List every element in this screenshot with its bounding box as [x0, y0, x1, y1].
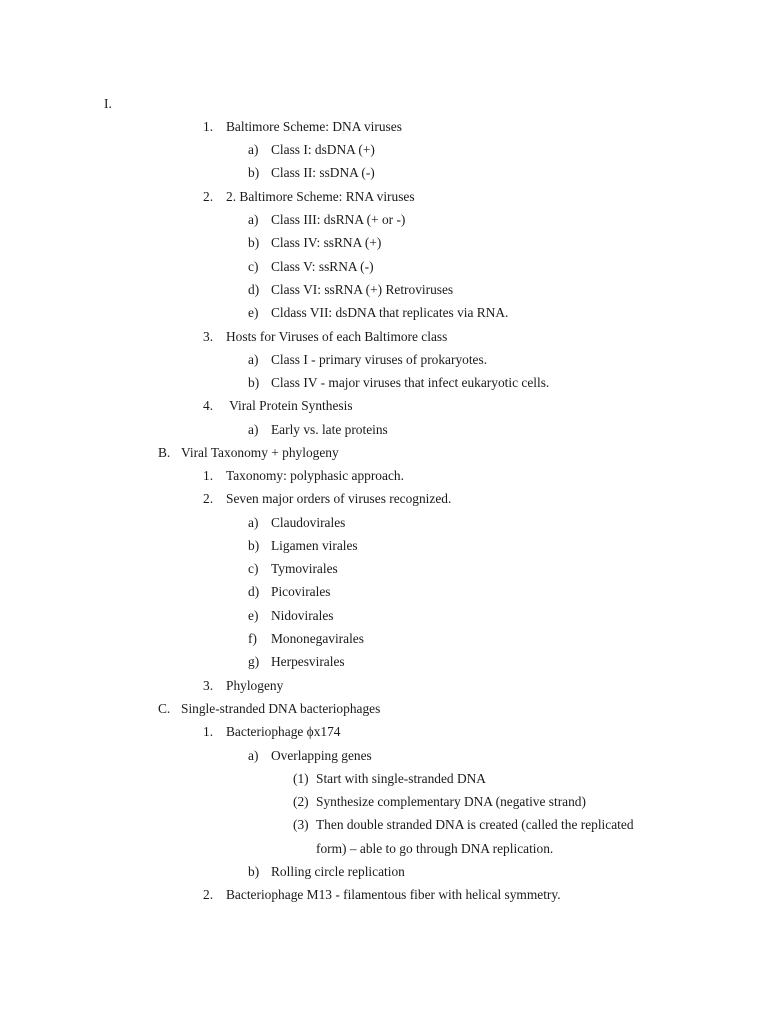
outline-item: [0, 301, 768, 324]
outline-item: [0, 557, 768, 580]
list-marker: d): [248, 282, 260, 297]
list-item-text: Start with single-stranded DNA: [316, 771, 486, 786]
list-item-text: Early vs. late proteins: [271, 422, 388, 437]
list-marker: c): [248, 561, 259, 576]
list-item-text: Hosts for Viruses of each Baltimore class: [226, 329, 448, 344]
list-marker: b): [248, 538, 260, 553]
list-item-text: Class IV: ssRNA (+): [271, 235, 382, 250]
list-item-text: Picovirales: [271, 584, 331, 599]
list-marker: 4.: [203, 398, 214, 413]
list-marker: I.: [104, 96, 112, 111]
list-item-text: Overlapping genes: [271, 748, 372, 763]
list-marker: c): [248, 259, 259, 274]
outline-item: [0, 348, 768, 371]
list-item-text: Class III: dsRNA (+ or -): [271, 212, 406, 227]
list-item-text: Herpesvirales: [271, 654, 345, 669]
list-item-text: 2. Baltimore Scheme: RNA viruses: [226, 189, 415, 204]
outline-item: [0, 860, 768, 883]
list-item-text: Bacteriophage M13 - filamentous fiber with helical symmetry.: [226, 887, 561, 902]
outline-item: [0, 487, 768, 510]
outline-item: [0, 394, 768, 417]
outline-item-roman-i: [0, 92, 768, 115]
list-marker: a): [248, 515, 259, 530]
outline-item: [0, 278, 768, 301]
list-marker: 2.: [203, 887, 214, 902]
list-marker: b): [248, 165, 260, 180]
outline-item: [0, 720, 768, 743]
outline-item: [0, 161, 768, 184]
list-item-text: Cldass VII: dsDNA that replicates via RNA.: [271, 305, 509, 320]
list-item-text: Bacteriophage ϕx174: [226, 724, 341, 739]
outline-item: [0, 744, 768, 767]
list-item-text: Tymovirales: [271, 561, 338, 576]
outline-item-section-b: [0, 441, 768, 464]
list-marker: 3.: [203, 678, 214, 693]
list-marker: a): [248, 748, 259, 763]
list-marker: b): [248, 864, 260, 879]
outline-item: [0, 883, 768, 906]
outline-item: [0, 138, 768, 161]
list-item-text: Rolling circle replication: [271, 864, 405, 879]
outline-item: [0, 371, 768, 394]
list-item-text: Class I - primary viruses of prokaryotes.: [271, 352, 488, 367]
outline-item-section-c: [0, 697, 768, 720]
list-item-text: Class V: ssRNA (-): [271, 259, 374, 274]
outline-item: [0, 534, 768, 557]
list-item-text: Viral Taxonomy + phylogeny: [181, 445, 339, 460]
list-marker: g): [248, 654, 260, 669]
outline-item: [0, 255, 768, 278]
outline-item: [0, 115, 768, 138]
list-item-text: Mononegavirales: [271, 631, 364, 646]
list-item-text: Phylogeny: [226, 678, 284, 693]
list-item-text: Nidovirales: [271, 608, 334, 623]
list-marker: B.: [158, 445, 171, 460]
list-marker: 1.: [203, 468, 214, 483]
list-item-text: Taxonomy: polyphasic approach.: [226, 468, 404, 483]
outline-item: [0, 790, 768, 813]
list-marker: 3.: [203, 329, 214, 344]
outline-item: [0, 231, 768, 254]
outline-item: [0, 813, 768, 836]
list-marker: 1.: [203, 724, 214, 739]
list-marker: 2.: [203, 491, 214, 506]
outline-item: [0, 627, 768, 650]
list-marker: e): [248, 608, 259, 623]
list-item-text: Single-stranded DNA bacteriophages: [181, 701, 381, 716]
list-marker: b): [248, 375, 260, 390]
outline-item: [0, 208, 768, 231]
outline-item: [0, 464, 768, 487]
list-marker: a): [248, 422, 259, 437]
list-marker: 1.: [203, 119, 214, 134]
list-marker: e): [248, 305, 259, 320]
outline-item: [0, 185, 768, 208]
list-item-text: Synthesize complementary DNA (negative strand): [316, 794, 586, 809]
outline-item: [0, 325, 768, 348]
outline-item: [0, 650, 768, 673]
list-item-text: Baltimore Scheme: DNA viruses: [226, 119, 402, 134]
list-item-text: Class IV - major viruses that infect eukaryotic cells.: [271, 375, 550, 390]
outline-item: [0, 511, 768, 534]
list-item-text: form) – able to go through DNA replication.: [316, 841, 554, 856]
list-marker: a): [248, 352, 259, 367]
list-item-text: Claudovirales: [271, 515, 346, 530]
list-item-text: Class VI: ssRNA (+) Retroviruses: [271, 282, 454, 297]
list-marker: f): [248, 631, 257, 646]
list-item-text: Then double stranded DNA is created (called the replicated: [316, 817, 634, 832]
list-item-text: Ligamen virales: [271, 538, 358, 553]
list-marker: (1): [293, 771, 309, 786]
list-marker: d): [248, 584, 260, 599]
list-marker: 2.: [203, 189, 214, 204]
outline-item-continuation: [0, 837, 768, 860]
outline-item: [0, 580, 768, 603]
list-item-text: Viral Protein Synthesis: [226, 398, 353, 413]
outline-item: [0, 767, 768, 790]
list-marker: b): [248, 235, 260, 250]
list-marker: a): [248, 212, 259, 227]
list-marker: (3): [293, 817, 309, 832]
outline-item: [0, 604, 768, 627]
list-marker: C.: [158, 701, 171, 716]
list-marker: (2): [293, 794, 309, 809]
list-item-text: Seven major orders of viruses recognized.: [226, 491, 452, 506]
list-marker: a): [248, 142, 259, 157]
list-item-text: Class II: ssDNA (-): [271, 165, 375, 180]
outline-item: [0, 674, 768, 697]
outline-item: [0, 418, 768, 441]
list-item-text: Class I: dsDNA (+): [271, 142, 375, 157]
